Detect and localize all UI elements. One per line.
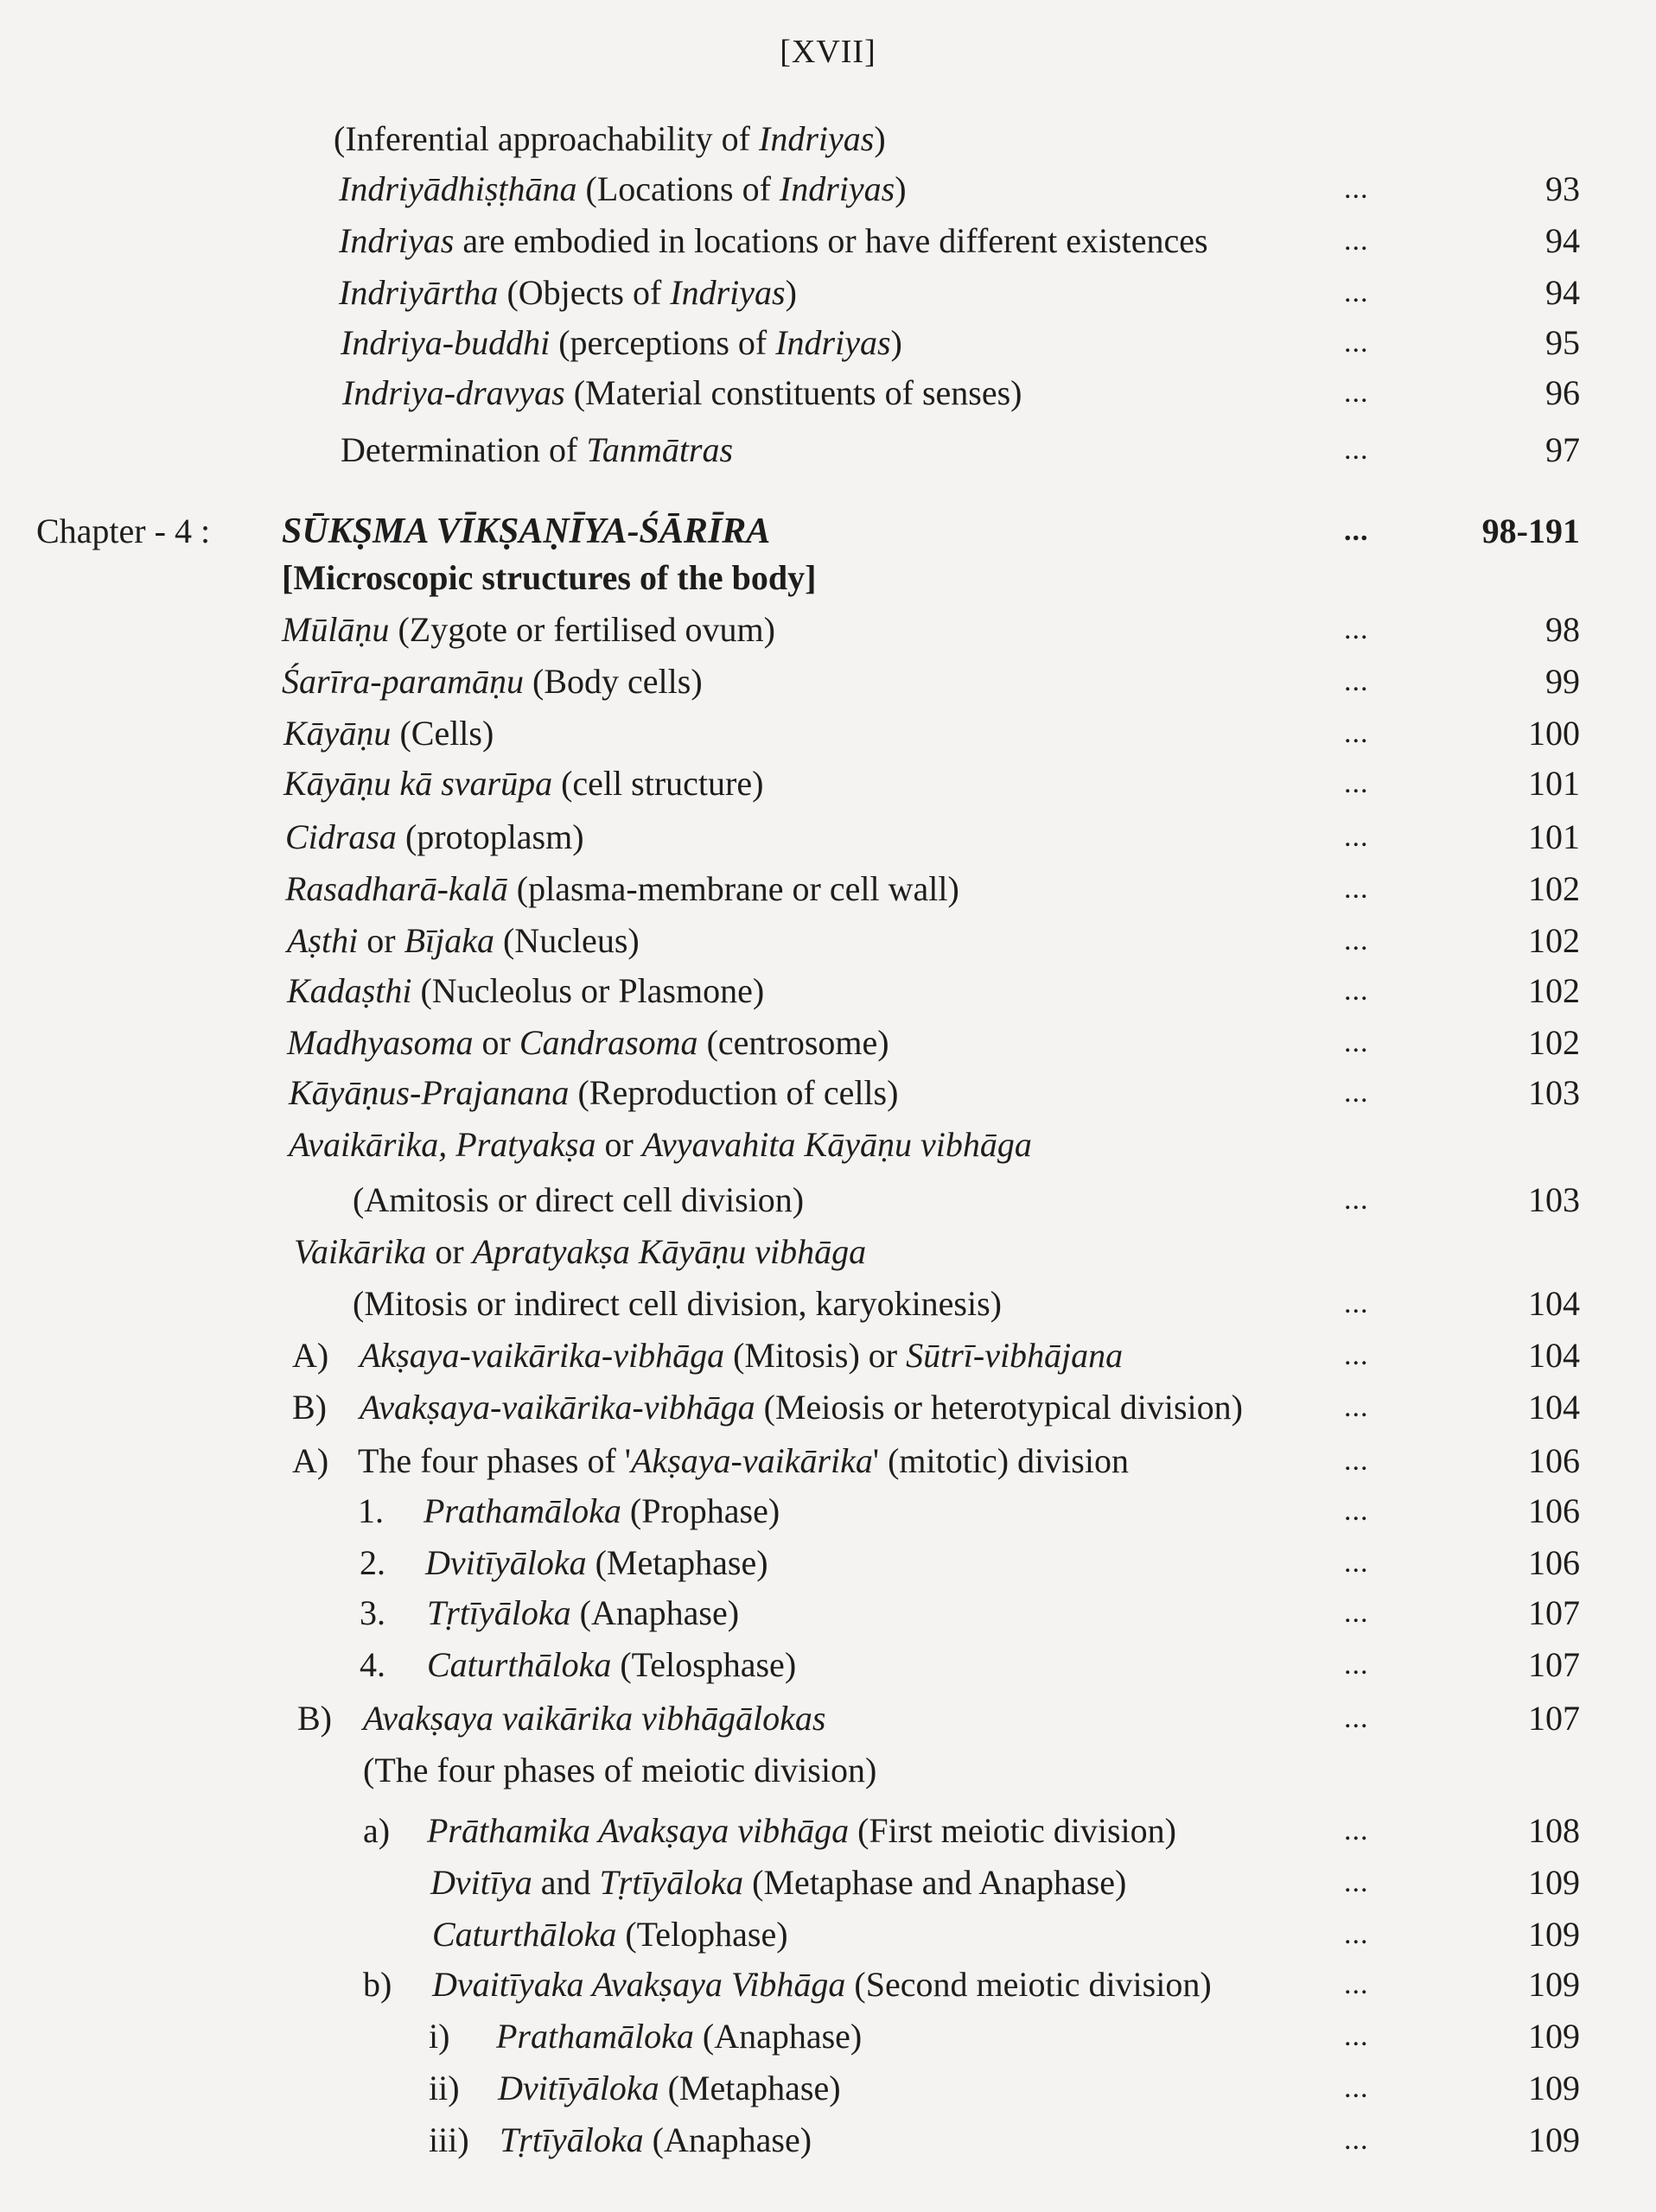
toc-entry-gloss: (Body cells) [524,662,703,701]
toc-page-number: 101 [1528,764,1580,803]
toc-page-number: 108 [1528,1811,1580,1850]
toc-entry-gloss: (perceptions of [550,323,776,362]
toc-entry [0,1068,1656,1118]
toc-entry-term: Prāthamika Avakṣaya vibhāga [427,1811,850,1850]
toc-entry [0,1910,1656,1960]
toc-entry-text [285,864,959,914]
toc-entry-text [287,916,640,966]
toc-page-number: 109 [1528,2017,1580,2056]
toc-entry-gloss: (Prophase) [621,1491,780,1530]
toc-entry-gloss: are embodied in locations or have different existences [454,221,1208,260]
toc-entry-term: Tṛtīyāloka [427,1593,571,1632]
toc-page-number: 106 [1528,1543,1580,1582]
toc-entry-term: Vaikārika [294,1232,427,1271]
toc-page-number: 98 [1545,610,1580,649]
toc-entry [0,657,1656,707]
toc-entry-text [427,1588,739,1638]
toc-entry-marker: 3. [360,1593,385,1632]
toc-entry-text [341,425,733,475]
toc-page-number: 102 [1528,971,1580,1010]
toc-entry-marker: B) [292,1388,327,1427]
toc-entry-term: Avaikārika, Pratyakṣa [289,1125,596,1164]
toc-entry-marker: 1. [358,1491,384,1530]
toc-leader-dots: ... [1344,613,1369,645]
toc-entry-text [425,1538,768,1588]
toc-leader-dots: ... [1344,2020,1369,2052]
toc-leader-dots: ... [1344,1287,1369,1319]
toc-entry-term: Kāyāṇus-Prajanana [289,1073,570,1112]
toc-entry-term: Indriya-buddhi [341,323,551,362]
toc-entry-gloss: (Anaphase) [570,1593,740,1632]
toc-entry [0,164,1656,214]
toc-entry-gloss: and [532,1863,600,1902]
chapter-heading-row [0,506,1656,556]
toc-leader-dots: ... [1344,767,1369,799]
toc-entry-term: Aṣthi [287,921,359,960]
toc-entry-text [339,164,907,214]
toc-leader-dots: ... [1344,1077,1369,1109]
toc-entry [0,1538,1656,1588]
toc-entry-term: Kāyāṇu kā svarūpa [283,764,553,803]
toc-entry [0,2063,1656,2113]
toc-leader-dots: ... [1344,173,1369,205]
toc-entry-gloss: (Telosphase) [611,1645,797,1684]
toc-leader-dots: ... [1344,1027,1369,1058]
toc-entry [0,1640,1656,1690]
toc-entry-text [432,1960,1212,2010]
toc-entry-gloss: (Material constituents of senses) [564,373,1022,412]
toc-entry-gloss: (Anaphase) [693,2017,863,2056]
toc-entry-term: Caturthāloka [427,1645,612,1684]
toc-page-number: 109 [1528,1863,1580,1902]
toc-leader-dots: ... [1344,276,1369,308]
chapter-page-range: 98-191 [1481,512,1580,550]
toc-entry-text [363,1745,876,1796]
toc-entry [0,1331,1656,1381]
toc-entry-text [289,1068,898,1118]
toc-entry-term: Mūlāṇu [282,610,390,649]
toc-entry [0,2012,1656,2062]
toc-page-number: 103 [1528,1180,1580,1219]
toc-entry-term: Prathamāloka [424,1491,621,1530]
toc-entry-gloss: (cell structure) [552,764,764,803]
toc-entry-gloss: ' (mitotic) division [872,1441,1129,1480]
toc-entry-gloss: (Objects of [498,273,671,312]
toc-entry-gloss: (plasma-membrane or cell wall) [507,869,959,908]
toc-entry-gloss: (Second meiotic division) [845,1965,1212,2004]
toc-entry-gloss: (Meiosis or heterotypical division) [755,1388,1243,1427]
toc-entry-gloss: (The four phases of meiotic division) [363,1751,877,1789]
toc-entry-term: Tṛtīyāloka [500,2120,644,2159]
toc-page-number: 102 [1528,1023,1580,1062]
toc-page-number: 101 [1528,817,1580,856]
toc-entry [0,1120,1656,1170]
toc-entry-gloss: ) [895,169,907,208]
toc-entry [0,1486,1656,1536]
toc-entry-marker: B) [297,1699,332,1738]
toc-entry-gloss: (Inferential approachability of [334,119,759,158]
toc-entry [0,1227,1656,1277]
toc-entry-gloss: (protoplasm) [396,817,584,856]
toc-entry-term: Candrasoma [519,1023,698,1062]
toc-page-number: 103 [1528,1073,1580,1112]
toc-entry-gloss: or [473,1023,519,1062]
toc-entry-text [334,114,886,164]
toc-entry-gloss: (Metaphase) [659,2069,841,2107]
toc-entry-gloss: (Locations of [576,169,780,208]
toc-entry [0,216,1656,266]
toc-leader-dots: ... [1344,1918,1369,1950]
toc-entry-term: Indriyas [670,273,786,312]
toc-leader-dots: ... [1344,1339,1369,1371]
toc-page-number: 106 [1528,1491,1580,1530]
toc-entry [0,812,1656,862]
toc-entry-marker: a) [363,1811,391,1850]
toc-page-number: 109 [1528,2069,1580,2107]
toc-entry-text [496,2012,862,2062]
toc-entry-gloss: (Amitosis or direct cell division) [353,1180,805,1219]
toc-entry [0,1436,1656,1486]
toc-entry-term: Avakṣaya-vaikārika-vibhāga [360,1388,755,1427]
toc-entry-gloss: (centrosome) [697,1023,889,1062]
toc-entry-term: Sūtrī-vibhājana [906,1336,1124,1375]
toc-entry-gloss: (Nucleolus or Plasmone) [411,971,765,1010]
toc-page-number: 96 [1545,373,1580,412]
toc-page-number: 102 [1528,921,1580,960]
toc-entry-text [500,2115,812,2165]
toc-entry-marker: ii) [429,2069,460,2107]
toc-entry [0,1806,1656,1856]
toc-entry-marker: A) [292,1441,329,1480]
toc-entry-gloss: (First meiotic division) [849,1811,1176,1850]
toc-leader-dots: ... [1344,1391,1369,1423]
toc-entry [0,318,1656,368]
toc-entry-text [289,1120,1032,1170]
toc-entry-text [427,1640,796,1690]
toc-leader-dots: ... [1344,665,1369,697]
toc-entry-term: Dvitīya [430,1863,532,1902]
toc-entry-text [430,1858,1126,1908]
toc-entry-gloss: (Cells) [391,714,494,753]
toc-entry-term: Indriyas [759,119,875,158]
toc-leader-dots: ... [1344,1547,1369,1579]
toc-leader-dots: ... [1344,377,1369,409]
toc-entry-gloss: ) [890,323,902,362]
toc-page-number: 97 [1545,430,1580,469]
toc-page-number: 107 [1528,1593,1580,1632]
toc-entry [0,759,1656,809]
toc-entry-term: Madhyasoma [287,1023,474,1062]
toc-entry [0,2115,1656,2165]
toc-entry-text [287,1018,889,1068]
toc-entry [0,1694,1656,1744]
toc-entry-term: Kāyāṇu [283,714,392,753]
toc-entry [0,1858,1656,1908]
toc-entry [0,368,1656,418]
toc-entry-text [498,2063,841,2113]
toc-leader-dots: ... [1344,1866,1369,1898]
toc-entry-text [358,1436,1129,1486]
toc-leader-dots: ... [1344,327,1369,359]
chapter-subtitle-row [0,553,1656,603]
toc-entry-text [285,812,584,862]
toc-entry-text [283,709,494,759]
toc-entry-term: Prathamāloka [496,2017,694,2056]
toc-entry-gloss: (Reproduction of cells) [569,1073,899,1112]
toc-page-number: 109 [1528,1915,1580,1954]
toc-entry-text [282,657,703,707]
page-number: [XVII] [780,34,876,70]
toc-entry-gloss: or [358,921,404,960]
toc-entry [0,966,1656,1016]
toc-entry [0,916,1656,966]
toc-entry [0,1175,1656,1225]
toc-entry-term: Avyavahita Kāyāṇu vibhāga [641,1125,1032,1164]
toc-entry-text [341,318,902,368]
toc-entry-marker: A) [292,1336,329,1375]
toc-page-number: 104 [1528,1336,1580,1375]
toc-leader-dots: ... [1344,2072,1369,2104]
toc-entry-term: Dvitīyāloka [425,1543,587,1582]
toc-entry [0,425,1656,475]
toc-entry-text [282,605,775,655]
toc-entry-text [339,216,1208,266]
toc-entry-text [360,1331,1123,1381]
toc-leader-dots: ... [1344,717,1369,749]
toc-entry-text [432,1910,788,1960]
toc-entry-term: Kadaṣthi [287,971,412,1010]
toc-entry-text [339,268,797,318]
toc-entry-marker: b) [363,1965,392,2004]
toc-entry-term: Cidrasa [285,817,397,856]
toc-entry-gloss: (Nucleus) [494,921,640,960]
toc-entry [0,864,1656,914]
toc-page-number: 93 [1545,169,1580,208]
toc-entry-term: Caturthāloka [432,1915,617,1954]
toc-page-number: 109 [1528,2120,1580,2159]
toc-entry-marker: iii) [429,2120,469,2159]
toc-entry-term: Dvitīyāloka [498,2069,659,2107]
toc-entry-term: Indriyas [775,323,891,362]
toc-page-number: 100 [1528,714,1580,753]
toc-entry [0,1745,1656,1796]
toc-entry-text [360,1382,1243,1433]
toc-entry-gloss: or [596,1125,642,1164]
toc-entry-gloss: Determination of [341,430,587,469]
toc-entry-gloss: (Zygote or fertilised ovum) [389,610,775,649]
toc-leader-dots: ... [1344,1597,1369,1629]
toc-entry [0,1588,1656,1638]
toc-entry [0,1279,1656,1329]
toc-entry-term: Bījaka [404,921,494,960]
toc-entry-text [283,759,763,809]
toc-entry-gloss: The four phases of ' [358,1441,631,1480]
toc-leader-dots: ... [1344,1184,1369,1216]
toc-entry-term: Indriyas [339,221,455,260]
toc-entry-term: Avakṣaya vaikārika vibhāgālokas [363,1699,826,1738]
toc-entry-marker: i) [429,2017,450,2056]
toc-entry-term: Indriya-dravyas [342,373,565,412]
toc-entry-text [353,1175,804,1225]
toc-entry-gloss: (Mitosis) or [724,1336,907,1375]
toc-entry-term: Tṛtīyāloka [599,1863,744,1902]
toc-page-number: 102 [1528,869,1580,908]
toc-entry-term: Indriyārtha [339,273,499,312]
toc-entry-term: Rasadharā-kalā [285,869,508,908]
toc-entry-text [294,1227,866,1277]
toc-page-number: 94 [1545,221,1580,260]
toc-entry-gloss: or [426,1232,473,1271]
toc-entry-term: Indriyādhiṣṭhāna [339,169,577,208]
toc-leader-dots: ... [1344,225,1369,257]
toc-page-number: 104 [1528,1284,1580,1323]
toc-entry-gloss: (Telophase) [616,1915,788,1954]
toc-entry-text [363,1694,825,1744]
toc-entry-term: Akṣaya-vaikārika [631,1441,873,1480]
toc-leader-dots: ... [1344,2124,1369,2156]
toc-page-number: 109 [1528,1965,1580,2004]
toc-leader-dots: ... [1344,873,1369,905]
toc-leader-dots: ... [1344,1445,1369,1477]
toc-entry-term: Akṣaya-vaikārika-vibhāga [360,1336,725,1375]
chapter-label: Chapter - 4 : [36,512,211,550]
toc-entry [0,1382,1656,1433]
toc-leader-dots: ... [1344,1968,1369,2000]
toc-leader-dots: ... [1344,1495,1369,1527]
toc-entry-gloss: (Metaphase and Anaphase) [743,1863,1127,1902]
toc-entry-text [427,1806,1176,1856]
toc-entry [0,1018,1656,1068]
toc-entry-marker: 4. [360,1645,385,1684]
toc-entry-gloss: ) [785,273,797,312]
toc-entry-term: Apratyakṣa Kāyāṇu vibhāga [472,1232,867,1271]
toc-entry-gloss: ) [874,119,886,158]
toc-entry-term: Indriyas [779,169,895,208]
toc-page-number: 104 [1528,1388,1580,1427]
toc-leader-dots: ... [1344,821,1369,853]
toc-leader-dots: ... [1344,1649,1369,1681]
toc-entry-marker: 2. [360,1543,385,1582]
chapter-subtitle: [Microscopic structures of the body] [282,558,817,597]
toc-leader-dots: ... [1344,925,1369,957]
toc-entry-term: Tanmātras [586,430,734,469]
toc-page-number: 94 [1545,273,1580,312]
toc-page-number: 99 [1545,662,1580,701]
toc-entry-term: Dvaitīyaka Avakṣaya Vibhāga [432,1965,846,2004]
toc-entry [0,709,1656,759]
toc-entry-gloss: (Metaphase) [586,1543,768,1582]
toc-leader-dots: ... [1344,1702,1369,1734]
toc-entry-text [424,1486,780,1536]
toc-page-number: 107 [1528,1699,1580,1738]
chapter-leader-dots: ... [1344,515,1369,547]
toc-page-number: 107 [1528,1645,1580,1684]
toc-entry [0,114,1656,164]
chapter-title: SŪKṢMA VĪKṢAṆĪYA-ŚĀRĪRA [282,512,771,551]
toc-leader-dots: ... [1344,975,1369,1007]
toc-leader-dots: ... [1344,1815,1369,1847]
toc-page-number: 95 [1545,323,1580,362]
toc-entry-term: Śarīra-paramāṇu [282,662,525,701]
toc-entry-text [342,368,1022,418]
toc-entry-text [287,966,764,1016]
toc-entry-text [353,1279,1002,1329]
toc-entry [0,268,1656,318]
toc-entry [0,605,1656,655]
toc-entry [0,1960,1656,2010]
toc-entry-gloss: (Mitosis or indirect cell division, karyokinesis) [353,1284,1002,1323]
toc-leader-dots: ... [1344,434,1369,466]
toc-entry-gloss: (Anaphase) [643,2120,812,2159]
toc-page-number: 106 [1528,1441,1580,1480]
